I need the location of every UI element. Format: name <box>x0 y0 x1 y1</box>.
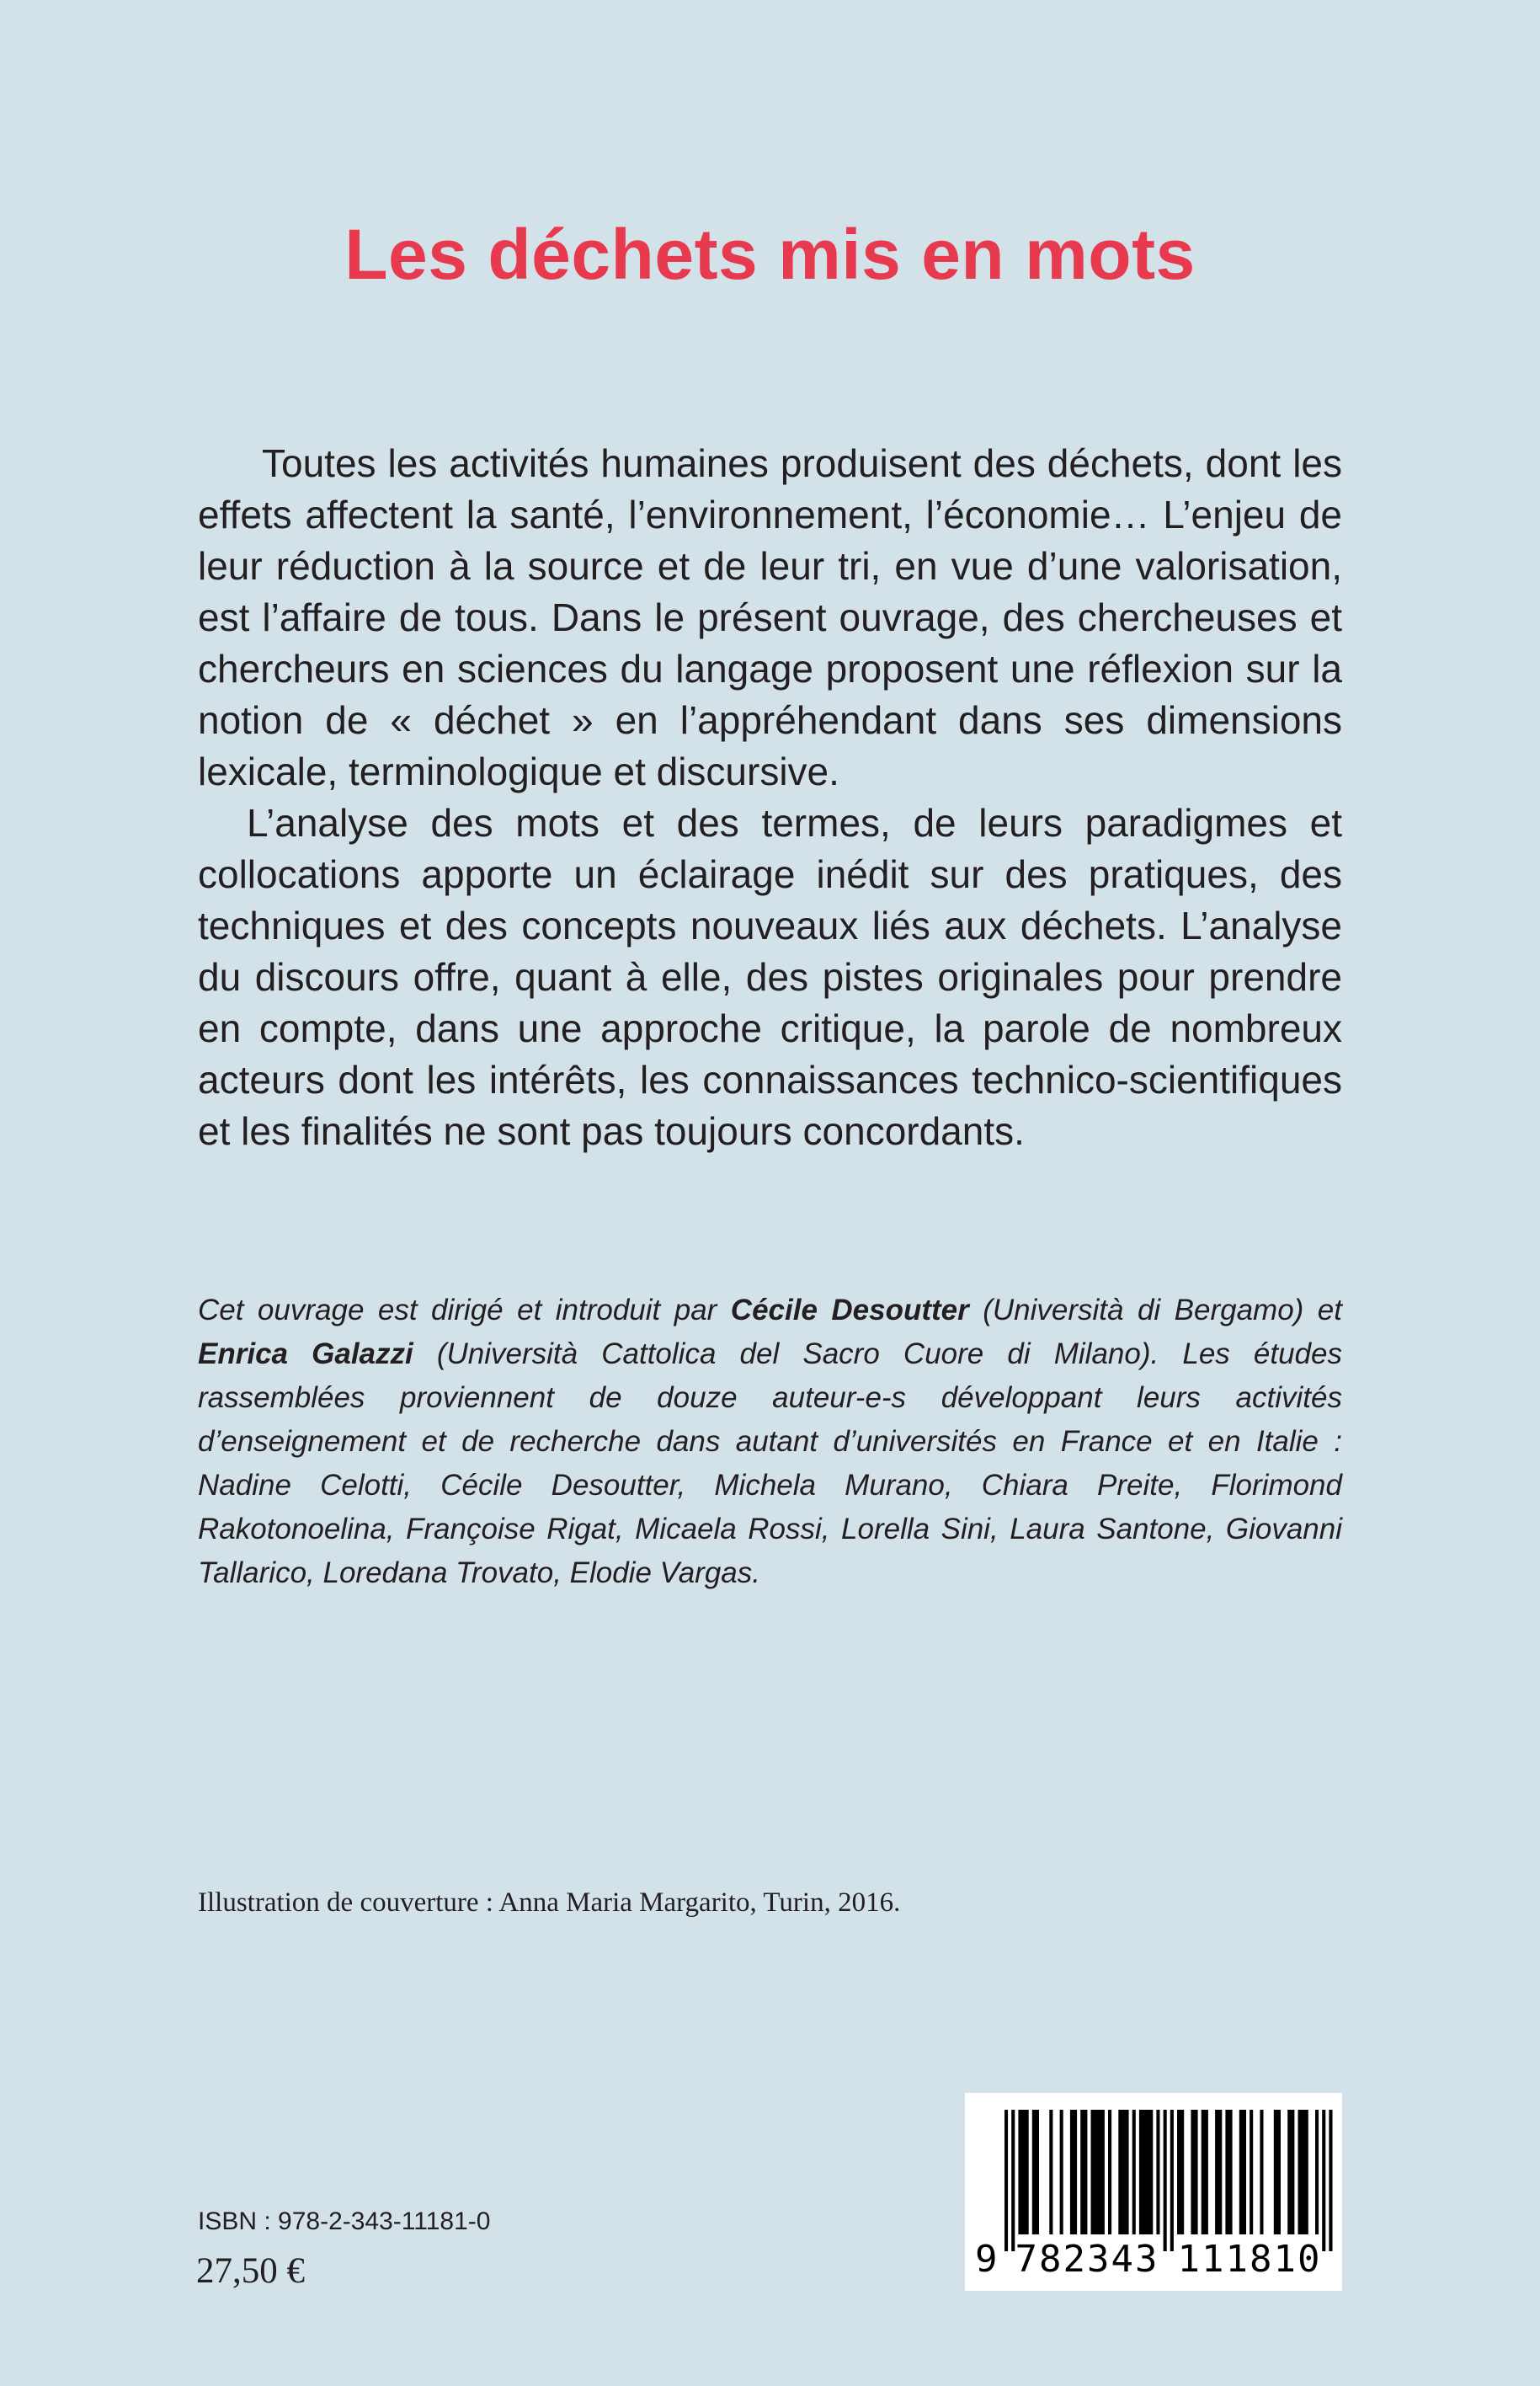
barcode-bar <box>1287 2110 1294 2234</box>
barcode-guard-bar <box>1004 2110 1008 2251</box>
book-title: Les déchets mis en mots <box>344 215 1196 294</box>
barcode-guard-bar <box>1011 2110 1015 2251</box>
barcode-bar <box>1132 2110 1136 2234</box>
barcode-bar <box>1049 2110 1052 2234</box>
credits-affiliation: (Università di Bergamo) et <box>968 1294 1342 1326</box>
barcode-bar <box>1177 2110 1184 2234</box>
barcode-guard-bar <box>1170 2110 1174 2251</box>
editor-name: Cécile Desoutter <box>730 1294 969 1326</box>
summary-paragraph: L’analyse des mots et des termes, de leurs paradigmes et collocations apporte un éclairage inédit sur des pratiques, des techniques et des concepts nouveaux liés aux déchets. L’analyse du discours offre, quant à elle, des pistes originales pour prendre en compte, dans une approche critique, la parole de nombreux acteurs dont les intérêts, les connaissances technico-scientifiques et les finalités ne sont pas toujours concordants. <box>198 801 1342 1153</box>
credits-contributors: (Università Cattolica del Sacro Cuore di Milano). Les études rassemblées proviennent de douze auteur-e-s développant leurs activités d’enseignement et de recherche dans autant d’universités en France et en Italie : Nadine Celotti, Cécile Desoutter, Michela Murano, Chiara Preite, Florimond Rakotonoelina, Françoise Rigat, Micaela Rossi, Lorella Sini, Laura Santone, Giovanni Tallarico, Loredana Trovato, Elodie Vargas. <box>198 1337 1342 1589</box>
barcode-bar <box>1018 2110 1028 2234</box>
summary-text <box>198 438 1342 1157</box>
barcode-bar <box>1202 2110 1208 2234</box>
barcode-bar <box>1225 2110 1232 2234</box>
editor-name: Enrica Galazzi <box>198 1337 413 1370</box>
barcode-bar <box>1191 2110 1197 2234</box>
barcode-digits-left: 782343 <box>1015 2238 1159 2281</box>
barcode-guard-bar <box>1329 2110 1332 2251</box>
price: 27,50 € <box>196 2251 305 2291</box>
barcode-bar <box>1250 2110 1253 2234</box>
barcode-bar <box>1298 2110 1308 2234</box>
barcode-bar <box>1032 2110 1039 2234</box>
editors-credits <box>198 1289 1342 1595</box>
barcode-bar <box>1239 2110 1246 2234</box>
barcode-bar <box>1091 2110 1105 2234</box>
barcode-guard-bar <box>1322 2110 1325 2251</box>
barcode-bar <box>1118 2110 1128 2234</box>
barcode-bar <box>1215 2110 1222 2234</box>
barcode-bar <box>1156 2110 1159 2234</box>
barcode-digit-first: 9 <box>975 2238 999 2281</box>
summary-paragraph: Toutes les activités humaines produisent des déchets, dont les effets affectent la santé, l’environnement, l’économie… L’enjeu de leur réduction à la source et de leur tri, en vue d’une valorisation, est l’affaire de tous. Dans le présent ouvrage, des chercheuses et chercheurs en sciences du langage proposent une réflexion sur la notion de « déchet » en l’appréhendant dans ses dimensions lexicale, terminologique et discursive. <box>198 441 1342 793</box>
barcode-bar <box>1274 2110 1281 2234</box>
barcode-bar <box>1260 2110 1263 2234</box>
barcode-bar <box>1108 2110 1111 2234</box>
barcode-digits-right: 111810 <box>1177 2238 1322 2281</box>
isbn: ISBN : 978-2-343-11181-0 <box>198 2207 491 2235</box>
barcode-guard-bar <box>1164 2110 1167 2251</box>
barcode-bar <box>1139 2110 1153 2234</box>
credits-intro: Cet ouvrage est dirigé et introduit par <box>198 1294 731 1326</box>
barcode-bar <box>1080 2110 1087 2234</box>
barcode <box>965 2093 1342 2291</box>
barcode-bar <box>1060 2110 1063 2234</box>
barcode-bar <box>1070 2110 1077 2234</box>
cover-illustration-credit: Illustration de couverture : Anna Maria Margarito, Turin, 2016. <box>198 1887 901 1918</box>
barcode-bar <box>1315 2110 1319 2234</box>
